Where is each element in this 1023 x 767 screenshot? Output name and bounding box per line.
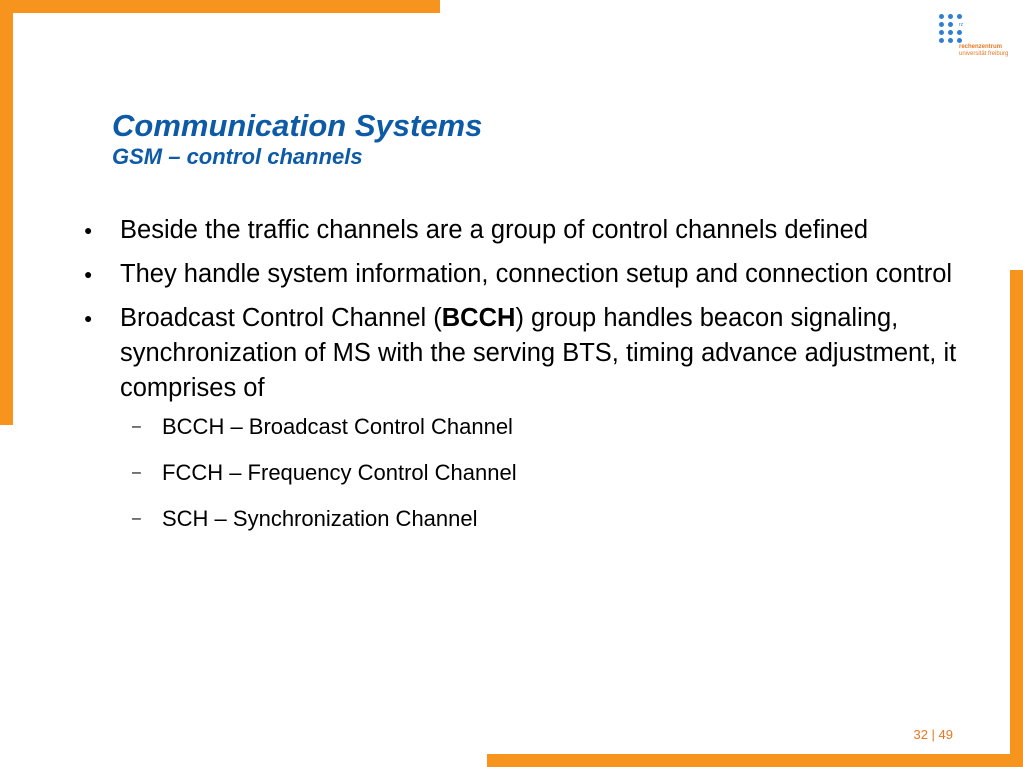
- bullet-text: Beside the traffic channels are a group of control channels defined: [120, 216, 869, 244]
- bullet-item: [84, 257, 964, 292]
- top-orange-bar: [0, 0, 440, 13]
- sub-list-item: [84, 413, 964, 441]
- logo-line2: universität freiburg: [959, 51, 1009, 57]
- bullet-text: They handle system information, connection setup and connection control: [120, 260, 953, 288]
- sub-item-text: BCCH – Broadcast Control Channel: [162, 414, 513, 439]
- page-number: 32 | 49: [913, 727, 953, 742]
- bullet-text-before: Broadcast Control Channel (: [120, 304, 442, 332]
- right-orange-bar: [1010, 270, 1023, 767]
- bullet-item: [84, 213, 964, 248]
- logo-line1: rechenzentrum: [959, 44, 1003, 50]
- dash-icon: –: [132, 464, 141, 481]
- slide-content: [84, 213, 964, 551]
- dash-icon: –: [132, 510, 141, 527]
- bullet-dot-icon: ●: [84, 310, 93, 326]
- logo-text: [959, 44, 1008, 58]
- sub-list-item: [84, 505, 964, 533]
- title-block: [112, 108, 482, 170]
- dots-logo-icon: [939, 14, 969, 44]
- sub-list: [84, 413, 964, 533]
- bottom-orange-bar: [487, 754, 1023, 767]
- sub-item-text: FCCH – Frequency Control Channel: [162, 460, 517, 485]
- bullet-dot-icon: ●: [84, 222, 93, 238]
- rechenzentrum-logo: [939, 14, 1009, 64]
- logo-small-text: rz: [959, 22, 964, 28]
- dash-icon: –: [132, 418, 141, 435]
- bullet-dot-icon: ●: [84, 266, 93, 282]
- bullet-text-after: ) group handles beacon signaling, synchronization of MS with the serving BTS, timing advance adjustment, it comprises of: [120, 304, 957, 402]
- sub-list-item: [84, 459, 964, 487]
- bullet-item: [84, 301, 964, 406]
- sub-item-text: SCH – Synchronization Channel: [162, 506, 478, 531]
- left-orange-bar: [0, 0, 13, 425]
- slide-title: Communication Systems: [112, 108, 483, 143]
- slide-subtitle: GSM – control channels: [112, 144, 363, 169]
- bullet-bold-bcch: BCCH: [441, 304, 516, 332]
